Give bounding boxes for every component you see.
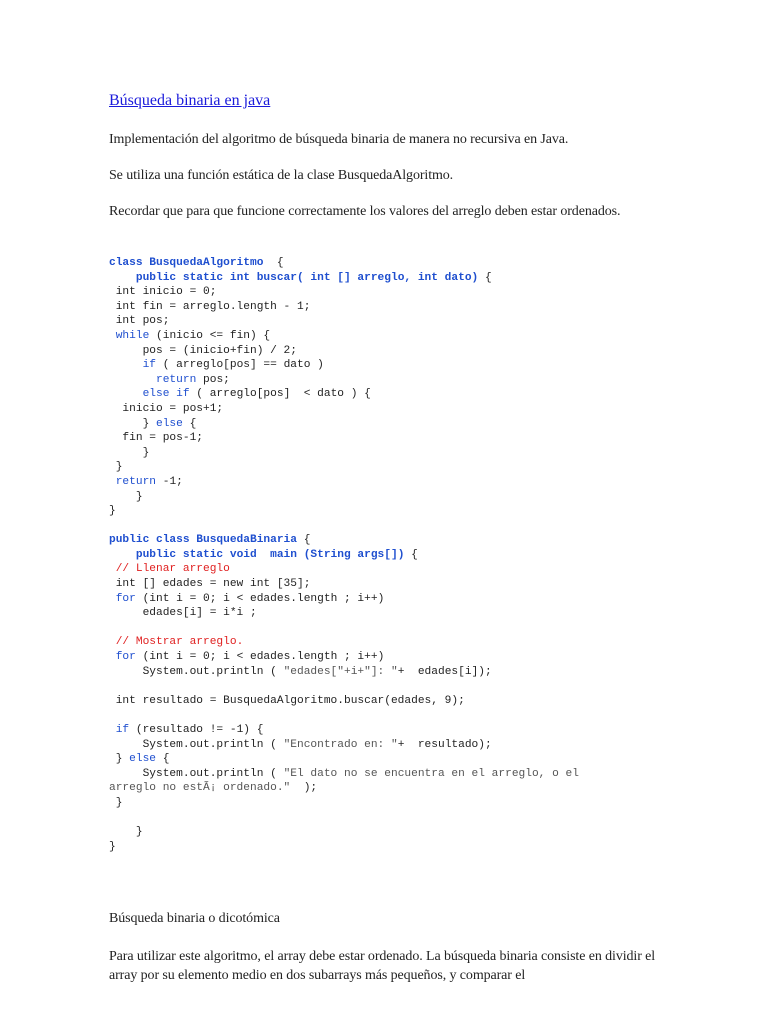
code-token: int resultado = BusquedaAlgoritmo.buscar(edades, 9); [109, 694, 465, 707]
code-line [109, 562, 579, 577]
code-line [109, 256, 579, 271]
code-token: public class BusquedaBinaria [109, 534, 297, 547]
code-token [109, 374, 156, 386]
code-token: else if [142, 388, 190, 401]
code-token: fin = pos-1; [109, 432, 203, 445]
section-heading: Búsqueda binaria o dicotómica [109, 911, 280, 926]
code-token: System.out.println ( [109, 665, 284, 678]
code-line [109, 752, 579, 767]
code-token: "El dato no se encuentra en el arreglo, o el [283, 767, 579, 780]
code-token: int inicio = 0; [109, 286, 217, 299]
code-token: } [109, 446, 150, 459]
code-token [109, 476, 116, 488]
code-token [109, 636, 116, 648]
code-line [109, 271, 579, 286]
code-line [109, 358, 579, 373]
code-line [109, 650, 579, 665]
code-token: "Encontrado en: " [283, 738, 398, 751]
code-token [109, 724, 116, 736]
code-line [109, 577, 579, 592]
code-line [109, 373, 579, 388]
code-line [109, 665, 579, 680]
code-token: } [109, 826, 143, 839]
code-token: // Llenar arreglo [115, 563, 230, 576]
code-token: (int i = 0; i < edades.length ; i++) [135, 651, 385, 664]
code-token: ( arreglo[pos] < dato ) { [189, 388, 371, 401]
code-line [109, 679, 579, 694]
code-token: for [115, 651, 136, 664]
code-token [109, 272, 136, 284]
code-token: { [182, 417, 197, 430]
code-token: } [109, 417, 156, 430]
code-token: { [404, 548, 418, 561]
code-token: { [478, 271, 492, 284]
code-token: int fin = arreglo.length - 1; [109, 300, 311, 313]
code-line [109, 694, 579, 709]
code-token: return [115, 475, 157, 488]
code-line [109, 825, 579, 840]
code-line [109, 533, 579, 548]
code-line [109, 635, 579, 650]
code-line [109, 431, 579, 446]
code-token: { [296, 534, 311, 547]
code-token: -1; [156, 475, 183, 488]
code-token: { [263, 257, 284, 269]
code-line [109, 519, 579, 534]
code-line [109, 738, 579, 753]
code-line [109, 592, 579, 607]
code-token: else [129, 753, 157, 766]
code-token: if [142, 359, 157, 372]
body-paragraph: Para utilizar este algoritmo, el array debe estar ordenado. La búsqueda binaria consiste en dividir el array por su elemento medio en dos subarrays más pequeños, y comparar el [109, 949, 656, 983]
code-token: "edades["+i+"]: " [283, 665, 398, 678]
code-token: } [109, 796, 123, 809]
code-line [109, 314, 579, 329]
code-line [109, 548, 579, 563]
code-token: while [115, 329, 150, 342]
reminder-paragraph: Recordar que para que funcione correctamente los valores del arreglo deben estar ordenados. [109, 204, 621, 219]
code-line [109, 840, 579, 855]
code-token [109, 651, 116, 663]
code-line [109, 446, 579, 461]
code-token [109, 593, 116, 605]
code-line [109, 490, 579, 505]
code-line [109, 402, 579, 417]
code-token [109, 330, 116, 342]
code-line [109, 285, 579, 300]
code-token: inicio = pos+1; [109, 402, 224, 415]
code-line [109, 723, 579, 738]
code-token [109, 388, 143, 400]
code-line [109, 621, 579, 636]
code-token: { [156, 753, 170, 766]
code-token: + resultado); [397, 738, 492, 751]
article-title-link[interactable]: Búsqueda binaria en java [109, 92, 271, 109]
code-line [109, 504, 579, 519]
code-line [109, 796, 579, 811]
code-line [109, 708, 579, 723]
code-token: } [109, 840, 116, 853]
java-code-block [109, 256, 579, 854]
code-token: else [156, 417, 183, 430]
code-token: return [156, 373, 197, 386]
code-line [109, 475, 579, 490]
code-token: if [115, 724, 130, 736]
code-token: class BusquedaAlgoritmo [109, 257, 264, 269]
code-token: public static int buscar( int [] arreglo, int dato) [135, 271, 479, 284]
code-line [109, 300, 579, 315]
code-token [109, 563, 116, 575]
code-line [109, 460, 579, 475]
code-line [109, 606, 579, 621]
code-token: System.out.println ( [109, 767, 284, 780]
code-line [109, 417, 579, 432]
code-token: pos = (inicio+fin) / 2; [109, 344, 297, 357]
code-token: edades[i] = i*i ; [109, 607, 257, 620]
code-line [109, 781, 579, 796]
code-token: int pos; [109, 315, 170, 328]
static-function-paragraph: Se utiliza una función estática de la clase BusquedaAlgoritmo. [109, 168, 454, 183]
code-token: } [109, 490, 143, 503]
code-token [109, 359, 143, 371]
code-token: + edades[i]); [397, 665, 492, 678]
code-token: int [] edades = new int [35]; [109, 578, 311, 591]
code-line [109, 387, 579, 402]
code-token: } [109, 505, 116, 518]
code-token: for [115, 592, 136, 605]
code-token: arreglo no estÃ¡ ordenado." [109, 782, 291, 795]
code-line [109, 344, 579, 359]
code-token: pos; [196, 373, 230, 386]
code-token: } [109, 461, 123, 474]
code-line [109, 767, 579, 782]
code-token: System.out.println ( [109, 738, 284, 751]
code-line [109, 329, 579, 344]
code-token: // Mostrar arreglo. [115, 636, 244, 649]
code-line [109, 811, 579, 826]
code-token: (resultado != -1) { [129, 724, 264, 736]
intro-paragraph: Implementación del algoritmo de búsqueda binaria de manera no recursiva en Java. [109, 132, 569, 147]
code-token: public static void main (String args[]) [135, 548, 405, 561]
code-token: (inicio <= fin) { [149, 329, 271, 342]
code-token: ( arreglo[pos] == dato ) [156, 359, 324, 372]
code-token: } [109, 753, 130, 766]
code-token: (int i = 0; i < edades.length ; i++) [135, 592, 385, 605]
code-token: ); [290, 782, 318, 795]
code-token [109, 549, 136, 561]
